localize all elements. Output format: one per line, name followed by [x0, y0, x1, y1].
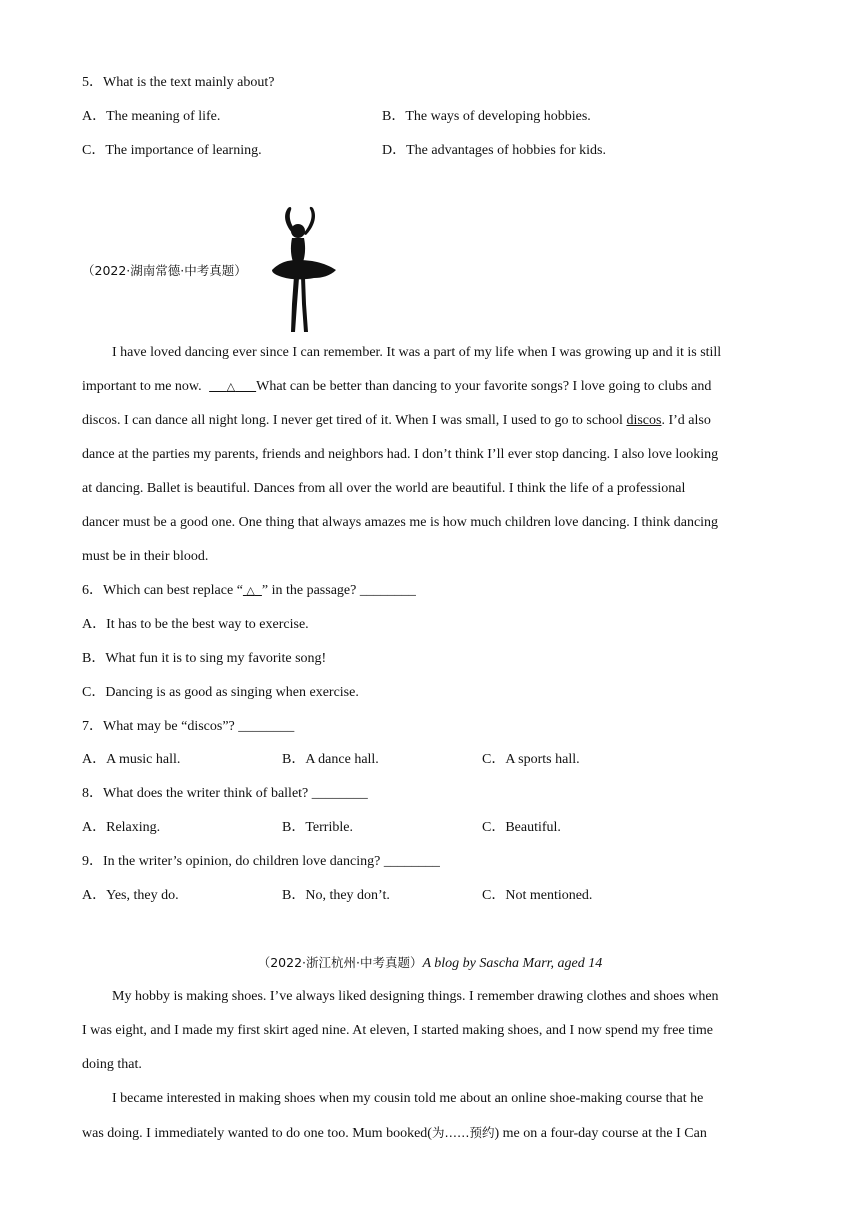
passage2-line-1: I have loved dancing ever since I can remember. It was a part of my life when I was growing up and it is still [112, 345, 722, 360]
q6-option-a: A．It has to be the best way to exercise. [82, 617, 309, 632]
q9-stem: 9．In the writer’s opinion, do children love dancing? ________ [82, 854, 440, 869]
q7-option-c: C．A sports hall. [482, 752, 580, 767]
blank-triangle-icon: △ [226, 380, 236, 393]
passage3-line-5-text: was doing. I immediately wanted to do one too. Mum booked( [82, 1126, 432, 1141]
q5-option-d: D．The advantages of hobbies for kids. [382, 143, 606, 158]
passage3-line-5-tail: ) me on a four-day course at the I Can [494, 1126, 707, 1141]
q7-option-b: B．A dance hall. [282, 752, 379, 767]
passage3-chinese-gloss: 为……预约 [431, 1125, 495, 1140]
q6-triangle-icon: △ [246, 584, 255, 597]
passage2-line-6: dancer must be a good one. One thing that always amazes me is how much children love dancing. I think dancing [82, 515, 719, 530]
q8-option-c: C．Beautiful. [482, 820, 561, 835]
passage2-line-2 [82, 378, 711, 396]
q5-option-b: B．The ways of developing hobbies. [382, 109, 591, 124]
passage2-line-5: at dancing. Ballet is beautiful. Dances from all over the world are beautiful. I think the life of a professional [82, 481, 686, 496]
passage2-line-3-text: discos. I can dance all night long. I never get tired of it. When I was small, I used to go to school [82, 413, 623, 428]
q6-option-c: C．Dancing is as good as singing when exercise. [82, 685, 359, 700]
q7-option-a: A．A music hall. [82, 752, 181, 767]
q9-option-a: A．Yes, they do. [82, 888, 179, 903]
passage3-line-3: doing that. [82, 1057, 142, 1072]
passage3-line-2: I was eight, and I made my first skirt aged nine. At eleven, I started making shoes, and I now spend my free time [82, 1023, 713, 1038]
passage2-line-3 [82, 412, 711, 430]
passage3-line-5 [82, 1124, 707, 1143]
passage3-header [0, 954, 860, 973]
discos-underlined: discos [626, 413, 662, 428]
q7-stem: 7．What may be “discos”? ________ [82, 719, 295, 734]
passage2-blank [209, 378, 256, 396]
q9-option-b: B．No, they don’t. [282, 888, 390, 903]
passage2-line-3-tail: . I’d also [661, 413, 711, 428]
passage3-line-4: I became interested in making shoes when my cousin told me about an online shoe-making course that he [112, 1091, 704, 1106]
q6-option-b: B．What fun it is to sing my favorite song! [82, 651, 327, 666]
q5-option-c: C．The importance of learning. [82, 143, 262, 158]
passage2-source: （2022·湖南常德·中考真题） [82, 263, 247, 278]
passage2-line-2-rest: What can be better than dancing to your favorite songs? I love going to clubs and [256, 379, 712, 394]
q6-stem-pre: 6．Which can best replace “ [82, 583, 243, 598]
q6-blank [243, 582, 262, 600]
passage3-line-1: My hobby is making shoes. I’ve always liked designing things. I remember drawing clothes and shoes when [112, 989, 719, 1004]
passage2-line-2-prefix: important to me now. [82, 379, 202, 394]
q5-option-a: A．The meaning of life. [82, 109, 221, 124]
q9-option-c: C．Not mentioned. [482, 888, 593, 903]
passage3-title: A blog by Sascha Marr, aged 14 [422, 956, 603, 971]
q8-option-b: B．Terrible. [282, 820, 353, 835]
passage2-line-4: dance at the parties my parents, friends and neighbors had. I don’t think I’ll ever stop dancing. I also love looking [82, 447, 719, 462]
q6-stem-post: ” in the passage? ________ [261, 583, 416, 598]
q6-stem [82, 582, 416, 600]
ballerina-silhouette-icon [262, 204, 342, 334]
passage2-line-7: must be in their blood. [82, 549, 209, 564]
q5-stem: 5．What is the text mainly about? [82, 75, 275, 90]
passage3-source: （2022·浙江杭州·中考真题） [257, 955, 423, 970]
q8-stem: 8．What does the writer think of ballet? ________ [82, 786, 368, 801]
q8-option-a: A．Relaxing. [82, 820, 161, 835]
